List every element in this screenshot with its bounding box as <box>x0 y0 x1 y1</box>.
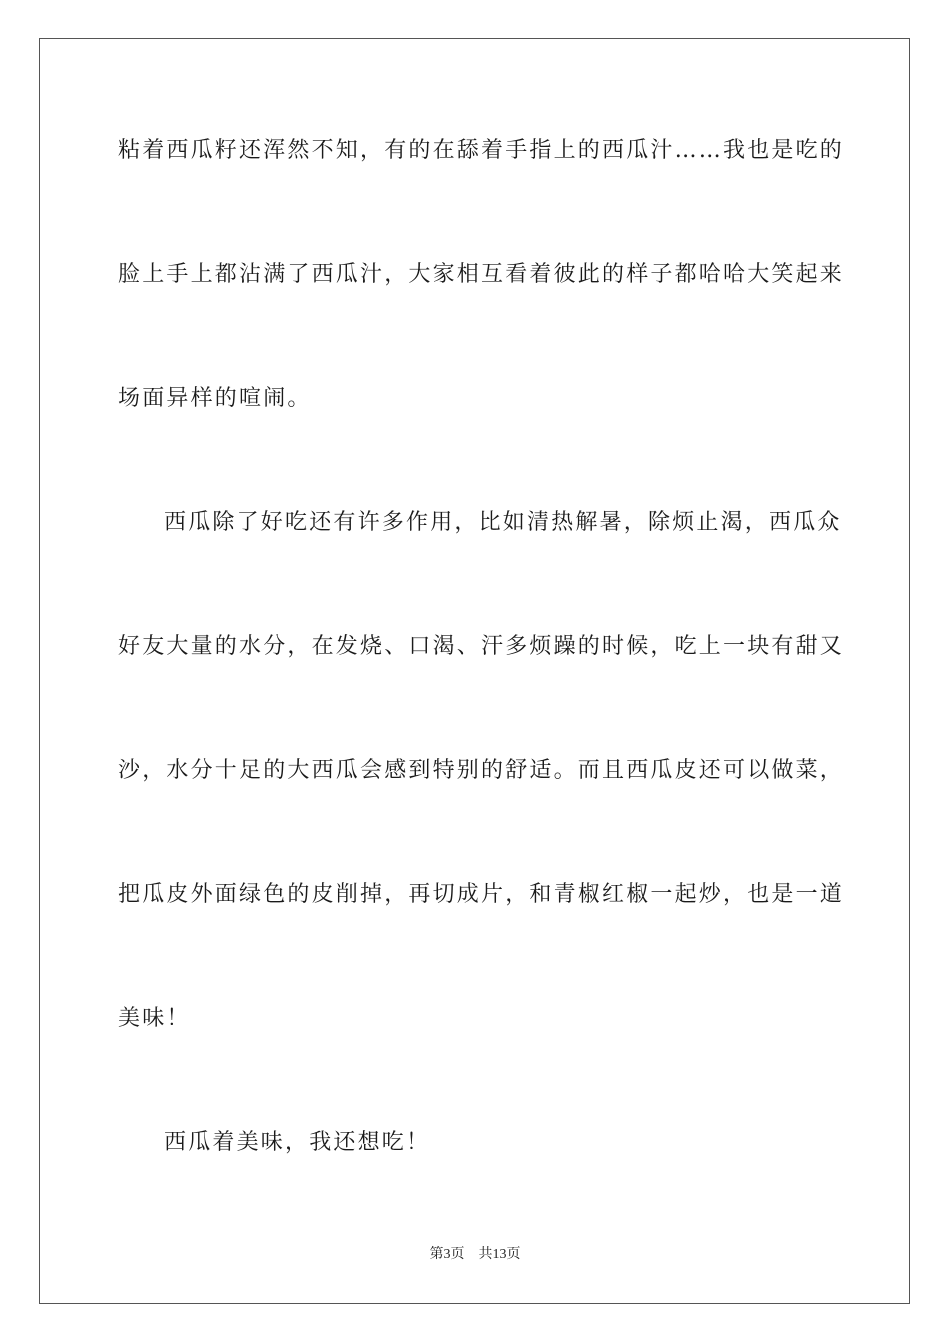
page-total: 共13页 <box>478 1247 521 1262</box>
page-border <box>39 38 910 1304</box>
page-footer <box>0 1246 950 1264</box>
paragraph-line: 西瓜着美味，我还想吃！ <box>164 1130 431 1155</box>
paragraph-line: 场面异样的喧闹。 <box>118 386 312 411</box>
paragraph-line: 把瓜皮外面绿色的皮削掉，再切成片，和青椒红椒一起炒，也是一道 <box>118 882 845 907</box>
paragraph-line: 好友大量的水分，在发烧、口渴、汗多烦躁的时候，吃上一块有甜又 <box>118 634 845 659</box>
paragraph-line: 沙，水分十足的大西瓜会感到特别的舒适。而且西瓜皮还可以做菜， <box>118 758 845 783</box>
paragraph-line: 脸上手上都沾满了西瓜汁，大家相互看着彼此的样子都哈哈大笑起来 <box>118 262 845 287</box>
paragraph-line: 美味！ <box>118 1006 191 1031</box>
page-number: 第3页 <box>429 1247 465 1262</box>
paragraph-line: 粘着西瓜籽还浑然不知，有的在舔着手指上的西瓜汁……我也是吃的 <box>118 138 845 163</box>
paragraph-line: 西瓜除了好吃还有许多作用，比如清热解暑，除烦止渴，西瓜众 <box>164 510 842 535</box>
